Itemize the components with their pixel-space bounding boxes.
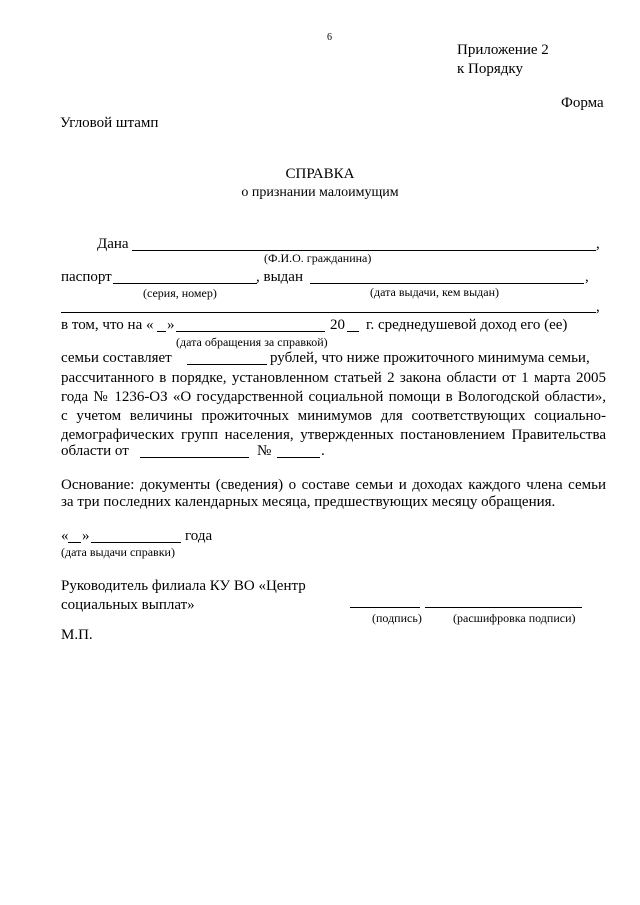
issue-quote-open: « [61, 528, 69, 544]
seal-label: М.П. [61, 627, 93, 643]
given-label: Дана [97, 236, 129, 252]
issued-underline [310, 283, 584, 284]
blank-line-end: , [596, 299, 600, 315]
year-20: 20 [330, 317, 345, 333]
decree-number-underline [277, 457, 320, 458]
body-line-3: с учетом величины прожиточных минимумов для соответствующих социально- [61, 408, 606, 424]
passport-label: паспорт [61, 269, 112, 285]
amount-underline [187, 364, 267, 365]
basis-line-2: за три последних календарных месяца, предшествующих месяцу обращения. [61, 494, 556, 510]
that-on-label: в том, что на « [61, 317, 154, 333]
body-line-4: демографических групп населения, утвержденных постановлением Правительства [61, 427, 606, 443]
document-title: СПРАВКА [285, 166, 355, 182]
decree-date-underline [140, 457, 249, 458]
body-line-1: рассчитанного в порядке, установленном статьей 2 закона области от 1 марта 2005 [61, 370, 606, 386]
issued-label: , выдан [256, 269, 303, 285]
corner-stamp-label: Угловой штамп [60, 115, 159, 131]
region-end: . [321, 443, 325, 459]
body-line-2: года № 1236-ОЗ «О государственной социальной помощи в Вологодской области», [61, 389, 606, 405]
income-text: г. среднедушевой доход его (ее) [366, 317, 568, 333]
signatory-line-1: Руководитель филиала КУ ВО «Центр [61, 578, 306, 594]
decryption-underline [425, 607, 582, 608]
passport-underline [113, 283, 257, 284]
day-underline [157, 331, 166, 332]
number-sign: № [257, 443, 272, 459]
blank-underline [61, 312, 596, 313]
issue-month-underline [91, 542, 181, 543]
series-hint: (серия, номер) [143, 286, 217, 300]
issue-date-hint: (дата выдачи справки) [61, 545, 175, 559]
that-on-quote: » [167, 317, 175, 333]
form-label: Форма [561, 95, 604, 111]
request-date-hint: (дата обращения за справкой) [176, 335, 328, 349]
signature-underline [350, 607, 420, 608]
month-underline [176, 331, 325, 332]
page-number: 6 [327, 32, 332, 43]
decryption-hint: (расшифровка подписи) [453, 611, 576, 625]
document-subtitle: о признании малоимущим [241, 185, 399, 200]
appendix-line-1: Приложение 2 [457, 42, 549, 58]
issue-hint: (дата выдачи, кем выдан) [370, 285, 499, 299]
year-underline [347, 331, 359, 332]
signature-hint: (подпись) [372, 611, 422, 625]
issue-quote-close: » [82, 528, 90, 544]
issue-year-word: года [185, 528, 213, 544]
passport-line-end: , [585, 269, 589, 285]
given-line-end: , [596, 236, 600, 252]
appendix-line-2: к Порядку [457, 61, 523, 77]
basis-line-1: Основание: документы (сведения) о составе семьи и доходах каждого члена семьи [61, 477, 606, 493]
signatory-line-2: социальных выплат» [61, 597, 195, 613]
issue-day-underline [68, 542, 81, 543]
fio-hint: (Ф.И.О. гражданина) [264, 251, 372, 265]
region-label: области от [61, 443, 129, 459]
family-text: рублей, что ниже прожиточного минимума семьи, [270, 350, 590, 366]
family-label: семьи составляет [61, 350, 172, 366]
